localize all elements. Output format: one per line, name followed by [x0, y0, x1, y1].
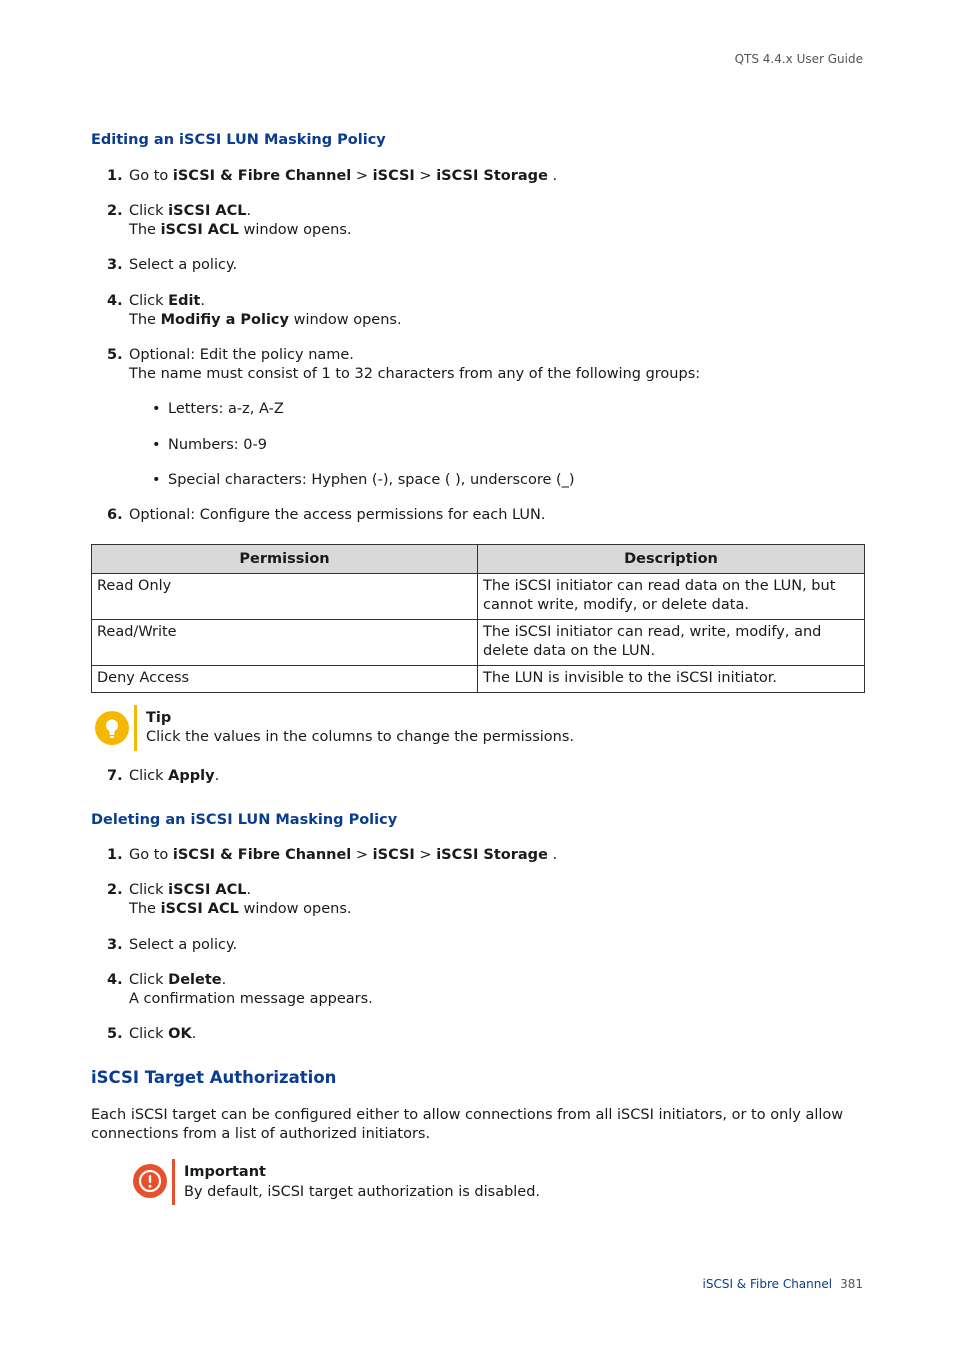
header-guide-title: QTS 4.4.x User Guide: [734, 52, 863, 66]
cell-description: The iSCSI initiator can read data on the LUN, but cannot write, modify, or delete data.: [478, 574, 865, 620]
table-header-row: [92, 545, 865, 574]
cell-description: The LUN is invisible to the iSCSI initiator.: [478, 666, 865, 693]
page-number: 381: [840, 1277, 863, 1291]
footer-section-name: iSCSI & Fibre Channel: [702, 1277, 833, 1291]
permission-table: [91, 544, 865, 693]
footer: [703, 1275, 864, 1294]
auth-section-title: iSCSI Target Authorization: [91, 1068, 337, 1087]
auth-body-text: Each iSCSI target can be configured either to allow connections from all iSCSI initiators, or to only allow connections from a list of authorized initiators.: [91, 1107, 844, 1142]
important-text: By default, iSCSI target authorization is disabled.: [184, 1184, 541, 1200]
bullet-letters: • Letters: a-z, A-Z: [152, 401, 284, 417]
delete-step-1: 1. Go to iSCSI & Fibre Channel > iSCSI > iSCSI Storage .: [107, 847, 558, 863]
table-row: [92, 574, 865, 620]
edit-section-title: Editing an iSCSI LUN Masking Policy: [91, 132, 386, 148]
cell-description: The iSCSI initiator can read, write, modify, and delete data on the LUN.: [478, 620, 865, 666]
delete-section-title: Deleting an iSCSI LUN Masking Policy: [91, 812, 398, 828]
tip-accent-bar: [134, 705, 137, 751]
cell-permission: Deny Access: [92, 666, 478, 693]
edit-step-4: 4. Click Edit. The Modifiy a Policy window opens.: [107, 293, 402, 328]
edit-step-1: 1. Go to iSCSI & Fibre Channel > iSCSI > iSCSI Storage .: [107, 168, 558, 184]
bullet-numbers: • Numbers: 0-9: [152, 437, 267, 453]
table-row: [92, 666, 865, 693]
cell-permission: Read Only: [92, 574, 478, 620]
edit-step-5: 5. Optional: Edit the policy name. The name must consist of 1 to 32 characters from any of the following groups:: [107, 347, 701, 382]
column-header-description: Description: [478, 545, 865, 574]
edit-step-3: 3. Select a policy.: [107, 257, 238, 273]
lightbulb-icon: [95, 711, 129, 745]
delete-step-2: 2. Click iSCSI ACL. The iSCSI ACL window opens.: [107, 882, 352, 917]
delete-step-4: 4. Click Delete. A confirmation message appears.: [107, 972, 373, 1007]
edit-step-7: 7. Click Apply.: [107, 768, 220, 784]
delete-step-3: 3. Select a policy.: [107, 937, 238, 953]
edit-step-2: 2. Click iSCSI ACL. The iSCSI ACL window opens.: [107, 203, 352, 238]
column-header-permission: Permission: [92, 545, 478, 574]
cell-permission: Read/Write: [92, 620, 478, 666]
edit-step-6: 6. Optional: Configure the access permissions for each LUN.: [107, 507, 546, 523]
alert-icon: [133, 1164, 167, 1198]
delete-step-5: 5. Click OK.: [107, 1026, 197, 1042]
tip-text: Click the values in the columns to change the permissions.: [146, 729, 574, 745]
important-accent-bar: [172, 1159, 175, 1205]
important-title: Important: [184, 1164, 266, 1180]
bullet-special: • Special characters: Hyphen (-), space ( ), underscore (_): [152, 472, 575, 488]
table-row: [92, 620, 865, 666]
tip-title: Tip: [146, 710, 172, 726]
